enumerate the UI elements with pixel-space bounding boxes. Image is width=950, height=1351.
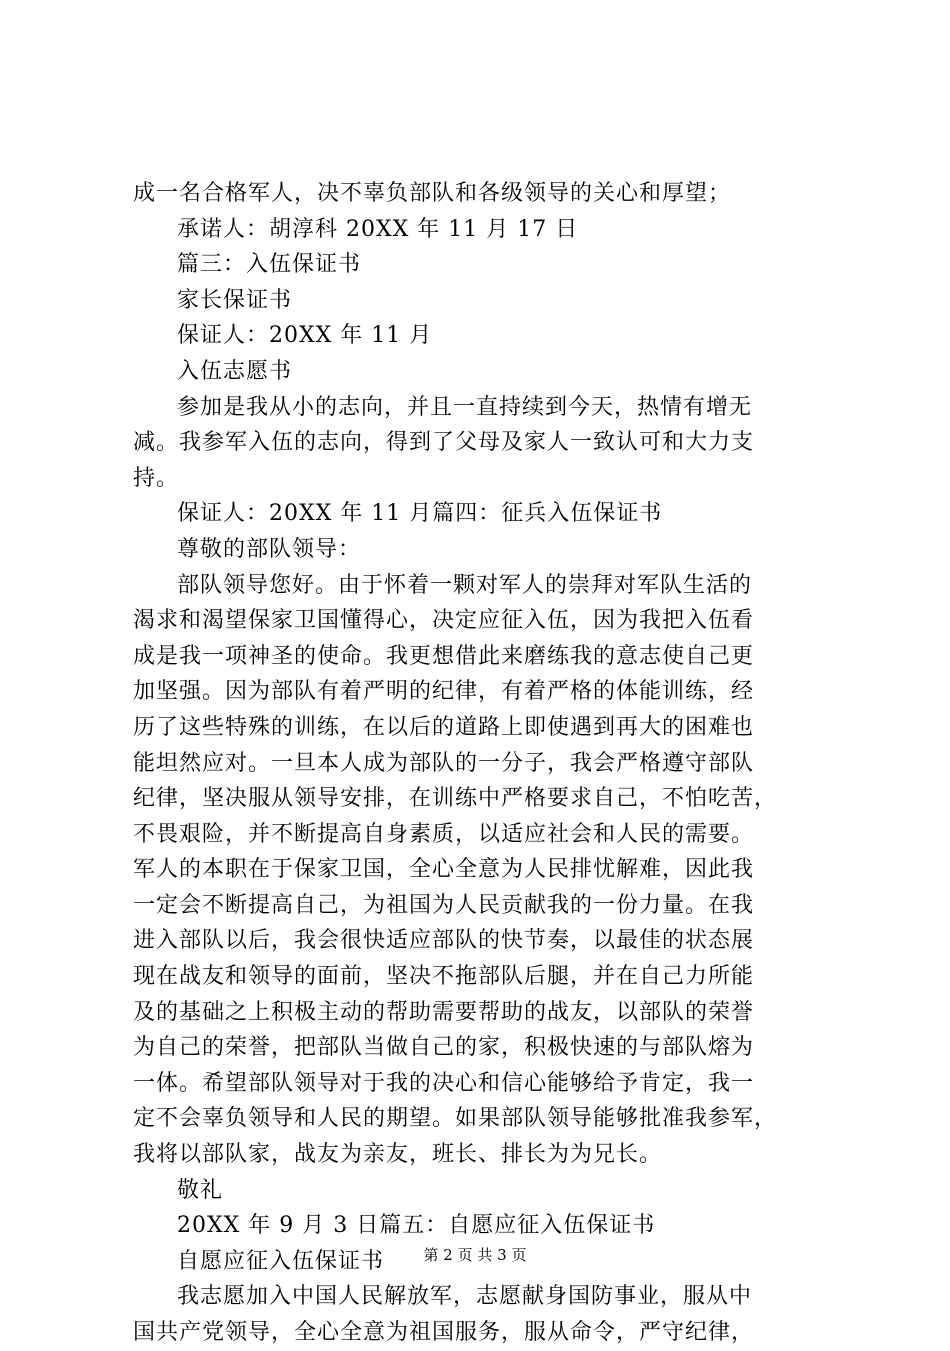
text-line: 不畏艰险，并不断提高自身素质，以适应社会和人民的需要。 <box>133 821 755 847</box>
text-line: 自愿应征入伍保证书 <box>177 1248 385 1274</box>
text-line: 现在战友和领导的面前，坚决不拖部队后腿，并在自己力所能 <box>133 964 755 990</box>
text-line: 保证人：20XX 年 11 月篇四：征兵入伍保证书 <box>177 501 663 527</box>
text-line: 持。 <box>133 465 180 491</box>
text-line: 尊敬的部队领导： <box>177 536 362 562</box>
text-line: 渴求和渴望保家卫国懂得心，决定应征入伍，因为我把入伍看 <box>133 608 755 634</box>
text-line: 家长保证书 <box>177 287 293 313</box>
text-line: 一体。希望部队领导对于我的决心和信心能够给予肯定，我一 <box>133 1070 755 1096</box>
text-line: 定不会辜负领导和人民的期望。如果部队领导能够批准我参军， <box>133 1106 778 1132</box>
text-line: 纪律，坚决服从领导安排，在训练中严格要求自己，不怕吃苦， <box>133 786 778 812</box>
text-line: 国共产党领导，全心全意为祖国服务，服从命令，严守纪律， <box>133 1320 755 1345</box>
page-footer: 第 2 页 共 3 页 <box>423 1246 527 1264</box>
text-line: 我志愿加入中国人民解放军，志愿献身国防事业，服从中 <box>177 1284 753 1310</box>
text-line: 一定会不断提高自己，为祖国为人民贡献我的一份力量。在我 <box>133 892 755 918</box>
text-line: 承诺人：胡淳科 20XX 年 11 月 17 日 <box>177 216 579 242</box>
text-line: 篇三：入伍保证书 <box>177 252 362 278</box>
text-line: 敬礼 <box>177 1177 224 1203</box>
text-line: 入伍志愿书 <box>177 358 293 384</box>
text-line: 成一名合格军人，决不辜负部队和各级领导的关心和厚望； <box>133 181 732 206</box>
document-body <box>133 176 833 1351</box>
text-line: 部队领导您好。由于怀着一颗对军人的崇拜对军队生活的 <box>177 572 753 598</box>
text-line: 保证人：20XX 年 11 月 <box>177 323 433 349</box>
text-line: 为自己的荣誉，把部队当做自己的家，积极快速的与部队熔为 <box>133 1035 755 1061</box>
text-line: 减。我参军入伍的志向，得到了父母及家人一致认可和大力支 <box>133 430 755 456</box>
text-line: 加坚强。因为部队有着严明的纪律，有着严格的体能训练，经 <box>133 679 755 705</box>
text-line: 参加是我从小的志向，并且一直持续到今天，热情有增无 <box>177 394 753 420</box>
text-line: 我将以部队家，战友为亲友，班长、排长为为兄长。 <box>133 1142 663 1168</box>
text-line: 及的基础之上积极主动的帮助需要帮助的战友，以部队的荣誉 <box>133 999 755 1025</box>
text-line: 历了这些特殊的训练，在以后的道路上即使遇到再大的困难也 <box>133 714 755 740</box>
text-line: 军人的本职在于保家卫国，全心全意为人民排忧解难，因此我 <box>133 857 755 883</box>
text-line: 成是我一项神圣的使命。我更想借此来磨练我的意志使自己更 <box>133 643 755 669</box>
text-line: 进入部队以后，我会很快适应部队的快节奏，以最佳的状态展 <box>133 928 755 954</box>
text-line: 能坦然应对。一旦本人成为部队的一分子，我会严格遵守部队 <box>133 750 755 776</box>
text-line: 20XX 年 9 月 3 日篇五：自愿应征入伍保证书 <box>177 1213 656 1239</box>
